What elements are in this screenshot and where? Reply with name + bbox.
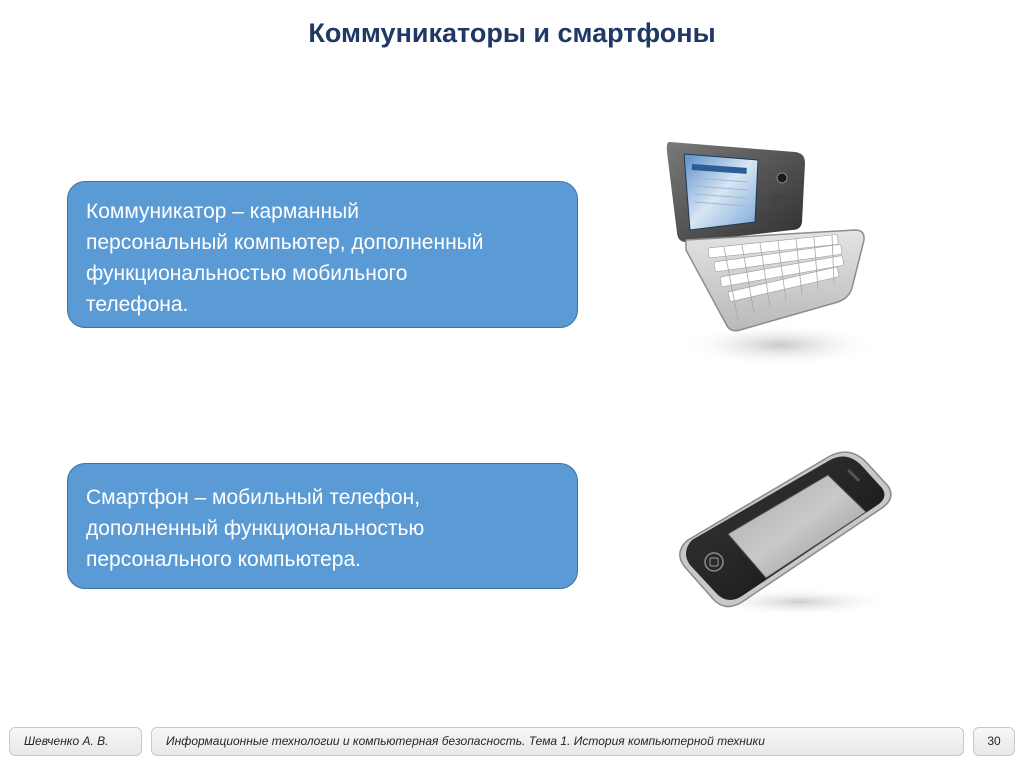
definition-line: телефона. bbox=[86, 293, 189, 316]
communicator-definition-box bbox=[67, 181, 578, 328]
definition-line: функциональностью мобильного bbox=[86, 262, 408, 285]
definition-line: дополненный функциональностью bbox=[86, 517, 425, 540]
definition-line: Смартфон – мобильный телефон, bbox=[86, 486, 421, 509]
slide-title: Коммуникаторы и смартфоны bbox=[308, 18, 716, 48]
footer-course-title: Информационные технологии и компьютерная безопасность. Тема 1. История компьютерной техники bbox=[151, 727, 964, 756]
footer-author: Шевченко А. В. bbox=[9, 727, 142, 756]
page-number: 30 bbox=[973, 727, 1015, 756]
smartphone-definition-box bbox=[67, 463, 578, 589]
definition-line: Коммуникатор – карманный bbox=[86, 200, 359, 223]
smartphone-device-icon bbox=[670, 442, 910, 622]
communicator-device-icon bbox=[640, 130, 880, 375]
definition-line: персонального компьютера. bbox=[86, 548, 361, 571]
definition-line: персональный компьютер, дополненный bbox=[86, 231, 484, 254]
